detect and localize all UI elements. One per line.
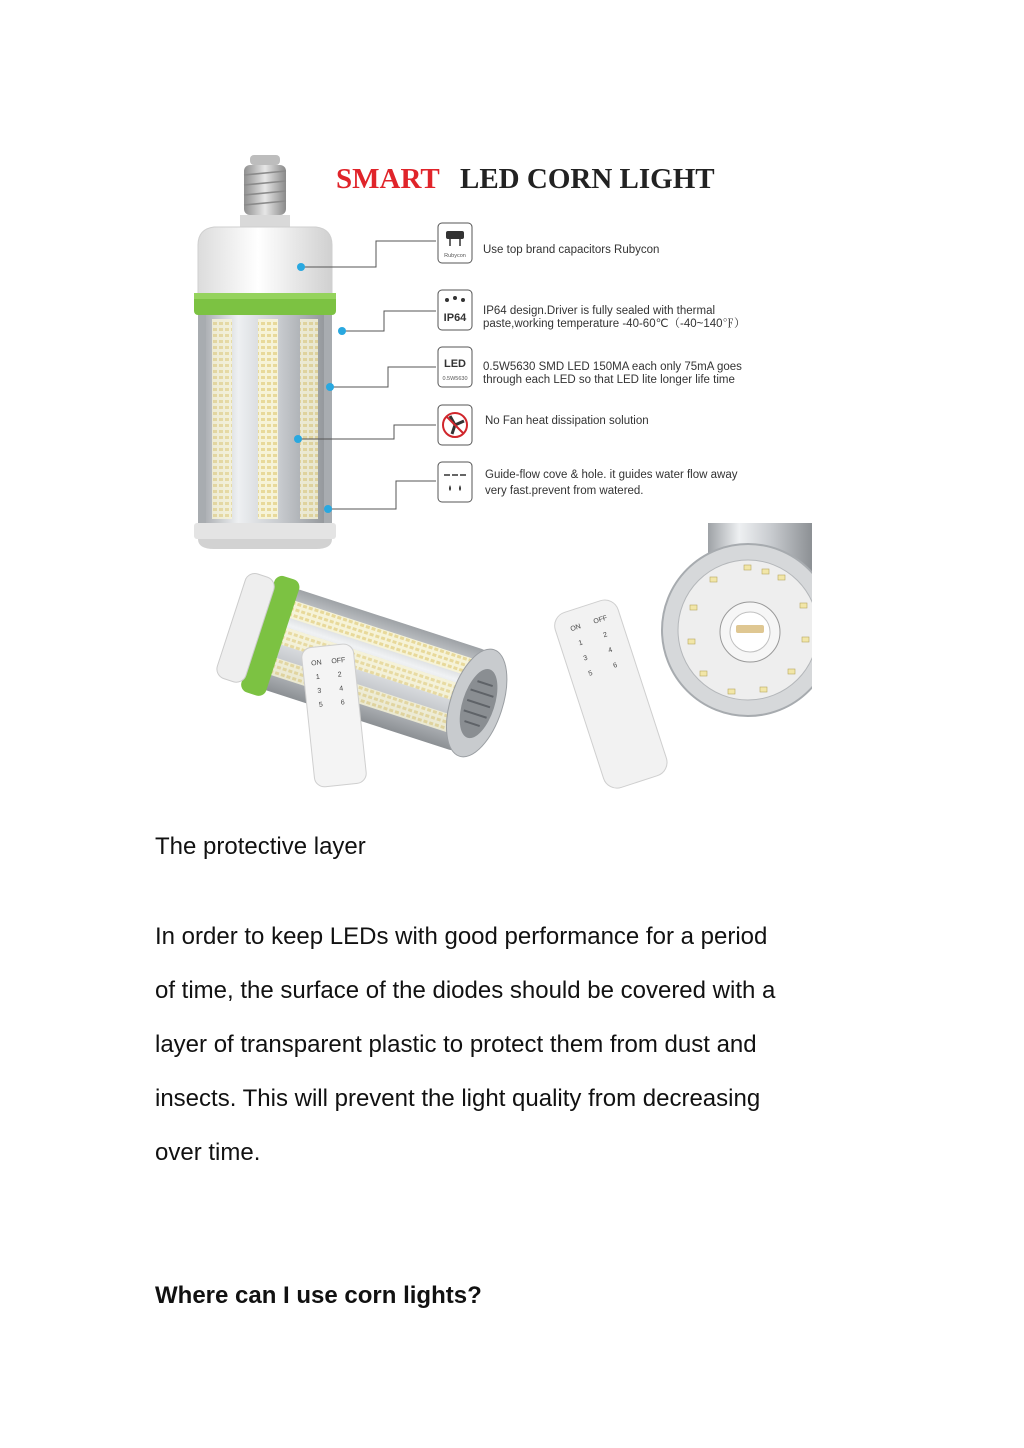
capacitor-icon-label: Rubycon [444, 253, 466, 259]
remote-left-key-5: 5 [318, 701, 324, 709]
remote-middle-key-2: 2 [602, 631, 609, 640]
ip64-icon-label: IP64 [443, 312, 467, 324]
feature-3-line-2: through each LED so that LED lite longer life time [483, 374, 735, 386]
corn-bulb-horizontal [212, 565, 520, 769]
remote-middle [551, 596, 671, 791]
remote-middle-key-1: 1 [577, 639, 584, 648]
title-red-word: SMART [336, 163, 440, 195]
feature-5-line-1: Guide-flow cove & hole. it guides water flow away [485, 469, 738, 481]
feature-3-line-1: 0.5W5630 SMD LED 150MA each only 75mA goes [483, 361, 742, 373]
section-heading-where-to-use: Where can I use corn lights? [155, 1282, 482, 1309]
led-icon-sublabel: 0.5W5630 [442, 376, 468, 382]
remote-left-key-2: 2 [337, 671, 343, 679]
feature-texts [483, 244, 746, 497]
feature-5-line-2: very fast.prevent from watered. [485, 485, 644, 497]
remote-left-key-1: 1 [315, 673, 321, 682]
paragraph-line: over time. [155, 1139, 261, 1166]
remote-left-key-off: OFF [331, 656, 346, 666]
ip64-icon [438, 290, 472, 330]
remote-middle-key-4: 4 [607, 646, 614, 655]
feature-4-line-1: No Fan heat dissipation solution [485, 415, 649, 427]
led-icon-label: LED [444, 358, 466, 370]
paragraph-protective-layer [155, 910, 875, 1180]
remote-middle-key-on: ON [569, 623, 582, 634]
paragraph-line: layer of transparent plastic to protect them from dust and [155, 1031, 757, 1058]
no-fan-icon [438, 405, 472, 445]
paragraph-line: insects. This will prevent the light quality from decreasing [155, 1085, 761, 1112]
title-dark-words: LED CORN LIGHT [460, 163, 715, 195]
paragraph-line: In order to keep LEDs with good performance for a period [155, 923, 768, 950]
remote-left-key-4: 4 [338, 685, 344, 693]
remote-left-key-6: 6 [340, 699, 346, 707]
capacitor-icon [438, 223, 472, 263]
feature-2-line-2: paste,working temperature -40-60℃（-40~140℉） [483, 318, 746, 330]
corn-bulb-bottom-view [662, 523, 812, 716]
feature-2-line-1: IP64 design.Driver is fully sealed with thermal [483, 305, 716, 317]
feature-1-line-1: Use top brand capacitors Rubycon [483, 244, 660, 256]
remote-middle-key-off: OFF [592, 614, 609, 626]
water-flow-icon [438, 462, 472, 502]
led-icon [438, 347, 472, 387]
remote-left-key-3: 3 [317, 687, 322, 695]
figure-title [336, 163, 715, 195]
paragraph-line: of time, the surface of the diodes should be covered with a [155, 977, 776, 1004]
remote-middle-key-6: 6 [612, 661, 619, 670]
remote-middle-key-3: 3 [582, 654, 589, 663]
corn-bulb-main [194, 155, 336, 549]
remote-middle-key-5: 5 [587, 669, 594, 678]
product-figure [188, 135, 812, 795]
section-heading-protective-layer: The protective layer [155, 833, 366, 860]
remote-left-key-on: ON [310, 659, 323, 668]
